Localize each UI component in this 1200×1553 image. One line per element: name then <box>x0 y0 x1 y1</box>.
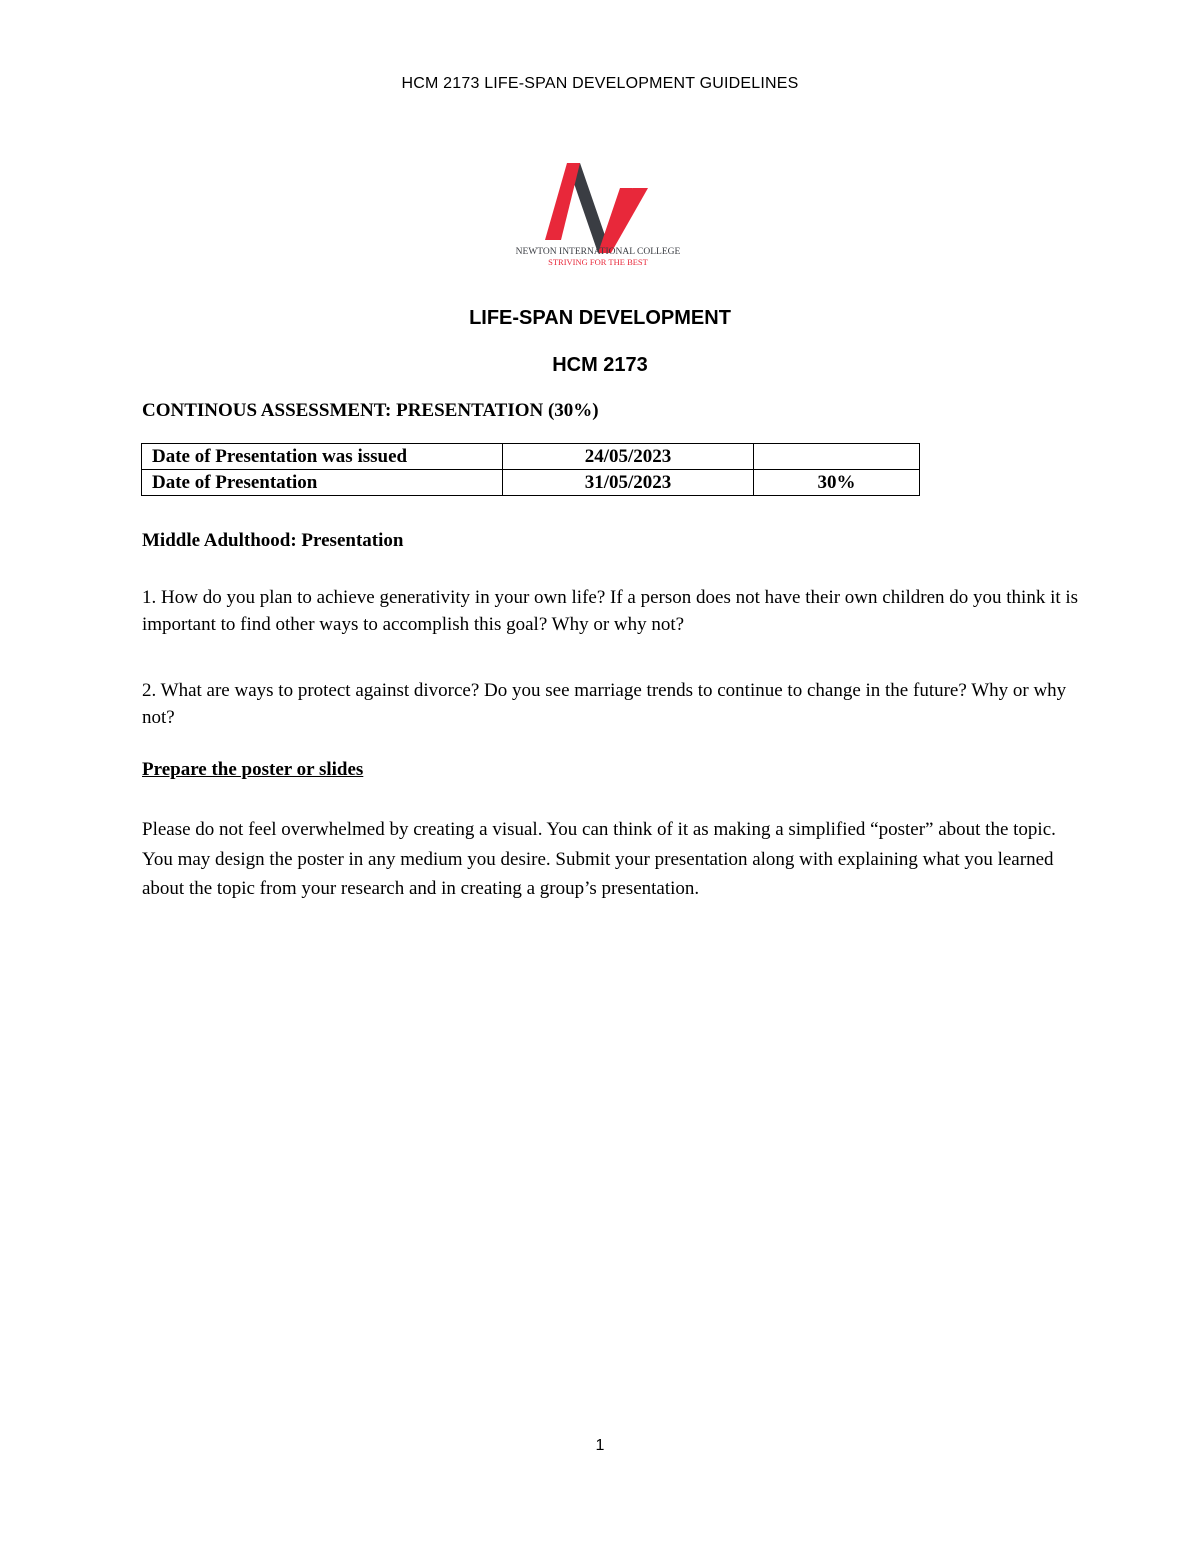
instructions-body: Please do not feel overwhelmed by creating a visual. You can think of it as making a simplified “poster” about the topic. You may design the poster in any medium you desire. Submit your presentation along with explaining what you learned about the topic from your research and in creating a group’s presentation. <box>142 819 1056 899</box>
row-label: Date of Presentation <box>142 470 503 496</box>
question-1: 1. How do you plan to achieve generativity in your own life? If a person does not have their own children do you think it is important to find other ways to accomplish this goal? Why or why not? <box>142 587 1079 635</box>
college-tagline-text: STRIVING FOR THE BEST <box>548 257 648 267</box>
dates-table <box>141 443 920 496</box>
row-label: Date of Presentation was issued <box>142 444 503 470</box>
row-date: 24/05/2023 <box>503 444 754 470</box>
course-code: HCM 2173 <box>552 354 648 376</box>
running-header: HCM 2173 LIFE-SPAN DEVELOPMENT GUIDELINES <box>401 75 799 92</box>
page-number: 1 <box>595 1437 605 1454</box>
college-name-text: NEWTON INTERNATIONAL COLLEGE <box>515 247 681 257</box>
instructions-heading: Prepare the poster or slides <box>142 759 364 780</box>
newton-n-logo-icon <box>493 158 703 270</box>
table-row <box>142 470 920 496</box>
college-logo <box>493 158 703 270</box>
course-title: LIFE-SPAN DEVELOPMENT <box>469 307 731 329</box>
table-row <box>142 444 920 470</box>
row-date: 31/05/2023 <box>503 470 754 496</box>
row-weight <box>754 444 920 470</box>
question-2: 2. What are ways to protect against divorce? Do you see marriage trends to continue to change in the future? Why or why not? <box>142 680 1067 728</box>
row-weight: 30% <box>754 470 920 496</box>
assessment-heading: CONTINOUS ASSESSMENT: PRESENTATION (30%) <box>142 400 599 421</box>
task-heading: Middle Adulthood: Presentation <box>142 530 404 551</box>
